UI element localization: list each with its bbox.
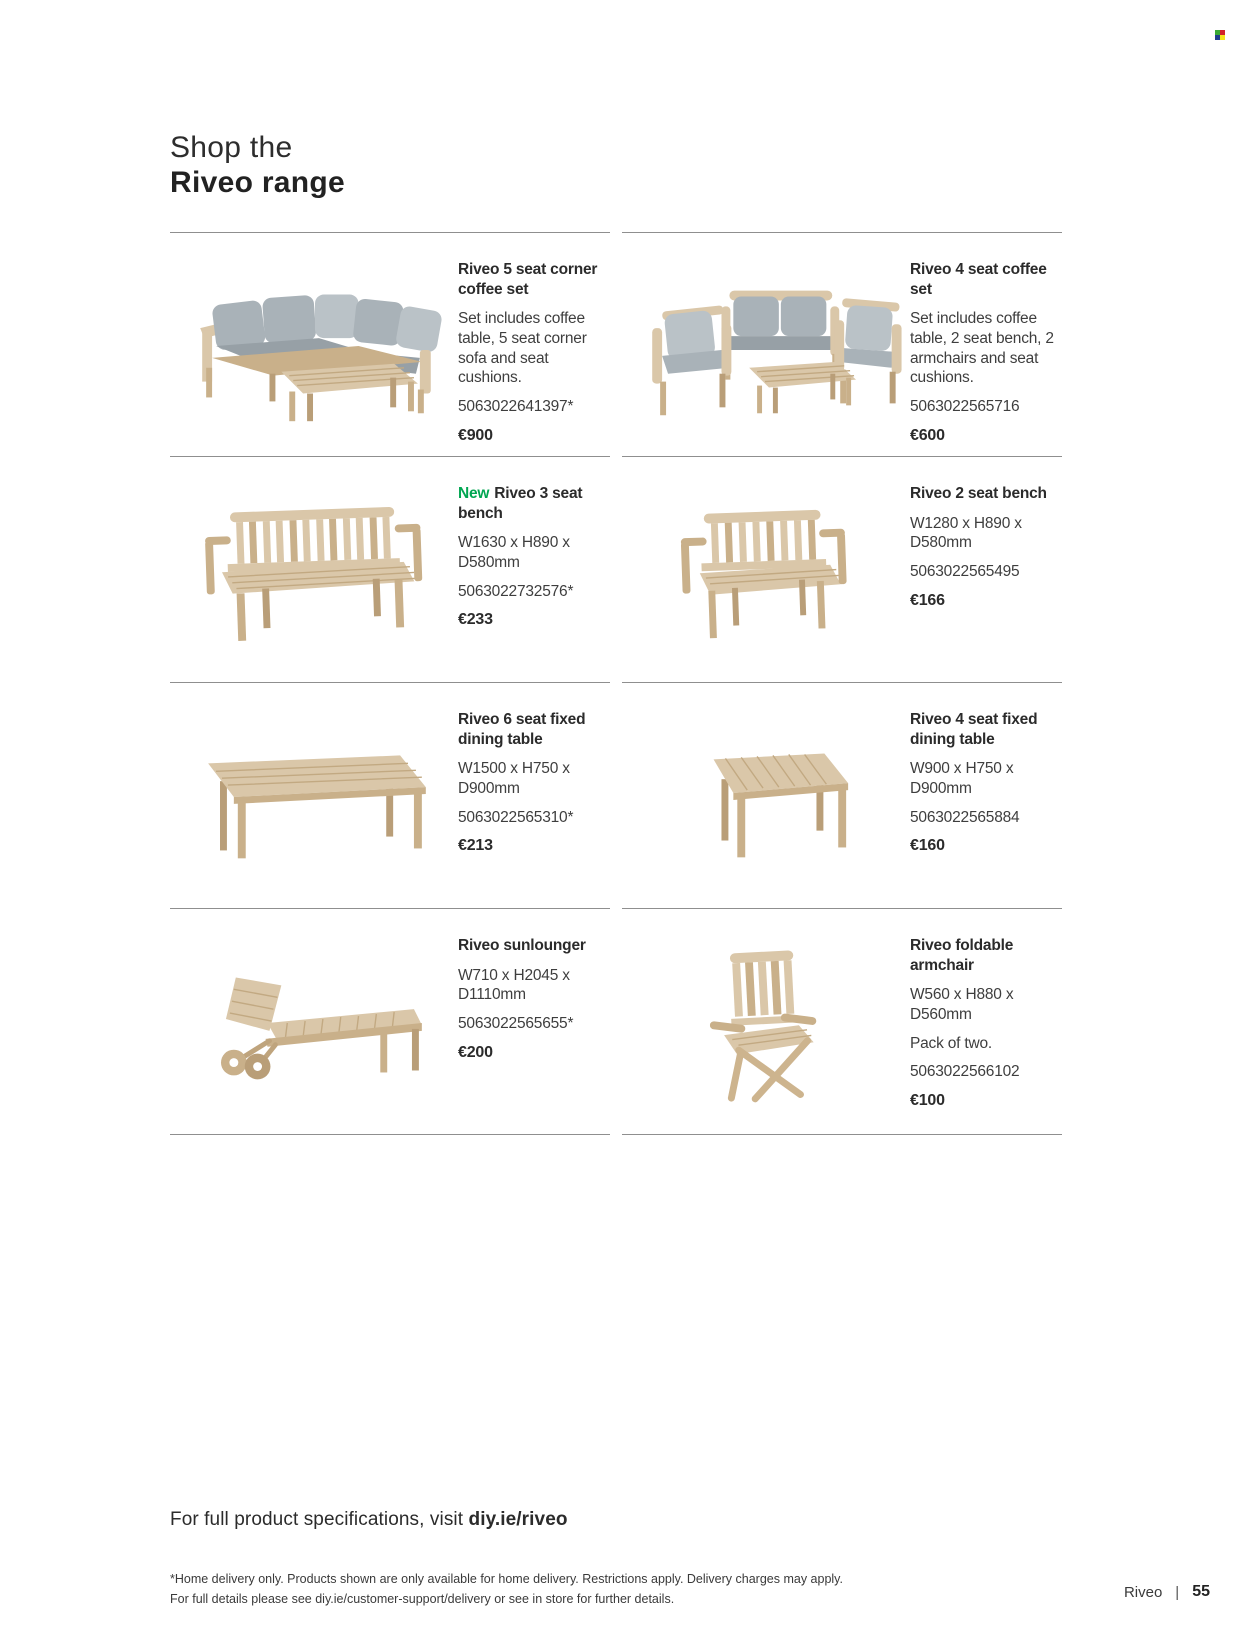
grid-bottom-divider xyxy=(622,1134,1062,1135)
new-badge: New xyxy=(458,485,490,502)
product-description: Set includes coffee table, 5 seat corner sofa and seat cushions. xyxy=(458,310,587,387)
product-info xyxy=(910,909,1062,1134)
six-seat-dining-table-illustration xyxy=(170,702,458,890)
product-name-text: Riveo 6 seat fixed dining table xyxy=(458,711,586,748)
product-code: 5063022565884 xyxy=(910,808,1020,826)
product-name xyxy=(458,936,608,956)
product-card xyxy=(170,908,610,1134)
product-info xyxy=(910,457,1062,682)
page-title-line1: Shop the xyxy=(170,131,293,164)
product-price: €160 xyxy=(910,837,945,855)
product-name-text: Riveo sunlounger xyxy=(458,937,586,954)
product-card xyxy=(622,908,1062,1134)
product-name xyxy=(910,484,1060,504)
product-card xyxy=(170,456,610,682)
product-name-text: Riveo 4 seat fixed dining table xyxy=(910,711,1038,748)
footnote-line-2: For full details please see diy.ie/customer-support/delivery or see in store for further details. xyxy=(170,1592,675,1607)
grid-bottom-divider xyxy=(170,1134,610,1135)
product-dimensions: W1280 x H890 x D580mm xyxy=(910,514,1022,552)
footnote-line-1: *Home delivery only. Products shown are only available for home delivery. Restrictions apply. Delivery charges may apply. xyxy=(170,1572,843,1586)
product-dimensions: W900 x H750 x D900mm xyxy=(910,760,1014,798)
page-number: 55 xyxy=(1192,1583,1210,1600)
product-code: 5063022565495 xyxy=(910,563,1020,581)
product-image-corner-sofa-set xyxy=(170,233,458,456)
product-image-three-seat-bench xyxy=(170,457,458,682)
foldable-armchair-illustration xyxy=(622,928,910,1116)
product-info xyxy=(910,683,1062,908)
page-title xyxy=(170,131,345,201)
product-image-six-seat-dining-table xyxy=(170,683,458,908)
product-info xyxy=(458,683,610,908)
product-image-foldable-armchair xyxy=(622,909,910,1134)
product-name xyxy=(458,710,608,749)
footnote xyxy=(170,1569,843,1610)
two-seat-bench-illustration xyxy=(622,476,910,664)
spec-footer-text xyxy=(170,1509,568,1531)
product-price: €200 xyxy=(458,1043,493,1061)
product-image-four-seat-coffee-set xyxy=(622,233,910,456)
product-card xyxy=(622,682,1062,908)
page-footer-separator: | xyxy=(1175,1583,1180,1601)
product-price: €100 xyxy=(910,1092,945,1110)
product-name-text: Riveo foldable armchair xyxy=(910,937,1014,974)
product-info xyxy=(458,233,610,456)
page-footer-brand: Riveo xyxy=(1123,1583,1163,1601)
product-name-text: Riveo 2 seat bench xyxy=(910,485,1047,502)
four-seat-dining-table-illustration xyxy=(622,702,910,890)
product-card xyxy=(170,682,610,908)
product-name-text: Riveo 3 seat bench xyxy=(458,485,583,522)
product-price: €900 xyxy=(458,426,493,444)
product-info xyxy=(458,909,610,1134)
product-description: Set includes coffee table, 2 seat bench, 2 armchairs and seat cushions. xyxy=(910,310,1054,387)
product-dimensions: W710 x H2045 x D1110mm xyxy=(458,966,570,1004)
product-info xyxy=(910,233,1062,456)
product-info xyxy=(458,457,610,682)
product-card xyxy=(170,232,610,456)
corner-sofa-set-illustration xyxy=(170,251,458,439)
product-code: 5063022732576* xyxy=(458,582,574,600)
sunlounger-illustration xyxy=(170,928,458,1116)
spec-prefix: For full product specifications, visit xyxy=(170,1509,469,1530)
product-name xyxy=(910,260,1060,299)
product-name xyxy=(910,936,1060,975)
page-title-line2: Riveo range xyxy=(170,165,346,199)
product-code: 5063022641397* xyxy=(458,398,574,416)
product-dimensions: W1500 x H750 x D900mm xyxy=(458,760,570,798)
product-image-four-seat-dining-table xyxy=(622,683,910,908)
four-pixel-logo xyxy=(1215,30,1225,40)
product-dimensions: W560 x H880 x D560mm xyxy=(910,986,1014,1024)
product-name xyxy=(458,484,608,523)
product-name xyxy=(910,710,1060,749)
four-seat-coffee-set-illustration xyxy=(622,251,910,439)
product-code: 5063022565716 xyxy=(910,398,1020,416)
product-image-sunlounger xyxy=(170,909,458,1134)
product-name xyxy=(458,260,608,299)
product-code: 5063022566102 xyxy=(910,1063,1020,1081)
page-footer xyxy=(1124,1583,1210,1601)
product-price: €600 xyxy=(910,426,945,444)
product-card xyxy=(622,232,1062,456)
spec-link: diy.ie/riveo xyxy=(468,1509,568,1530)
product-price: €213 xyxy=(458,837,493,855)
product-card xyxy=(622,456,1062,682)
product-price: €233 xyxy=(458,611,493,629)
product-code: 5063022565310* xyxy=(458,808,574,826)
product-image-two-seat-bench xyxy=(622,457,910,682)
product-dimensions: W1630 x H890 x D580mm xyxy=(458,534,570,572)
logo-square-yellow xyxy=(1220,35,1225,40)
product-name-text: Riveo 4 seat coffee set xyxy=(910,261,1047,298)
product-pack-note: Pack of two. xyxy=(910,1034,993,1052)
product-grid xyxy=(170,232,1062,1135)
product-price: €166 xyxy=(910,591,945,609)
product-code: 5063022565655* xyxy=(458,1015,574,1033)
product-name-text: Riveo 5 seat corner coffee set xyxy=(458,261,598,298)
three-seat-bench-illustration xyxy=(170,476,458,664)
